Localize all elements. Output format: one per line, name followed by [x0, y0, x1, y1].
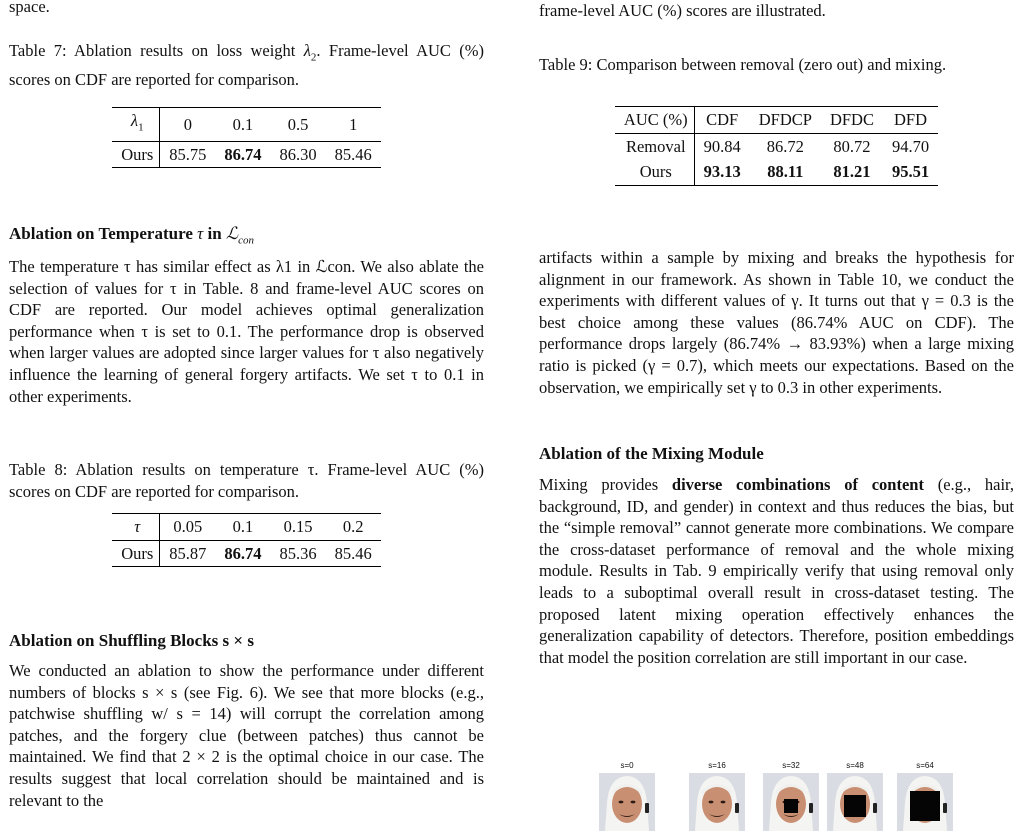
module-para-rest: (e.g., hair, background, ID, and gender) in context and thus reduces the bias, but the “simple removal” cannot generate more combinations. We compare the cross-dataset performance of removal and the whole mixing module. Results in Tab. 9 empirically verify that using removal only leads to a suboptimal overall result in cross-dataset testing. The proposed latent mixing operation effectively enhances the generalization capability of detectors. Therefore, position embeddings that model the position correlation are still important in our case.: [539, 475, 1014, 667]
figure-label: s=48: [846, 761, 864, 770]
table7-cell: 85.46: [326, 141, 381, 168]
face-thumbnail: [689, 773, 745, 831]
table8-cell: 85.46: [326, 540, 381, 567]
table7-header-cell: $\lambda_1$: [112, 108, 160, 142]
table8-header-cell: τ: [112, 514, 160, 541]
table7-header-cell: 0.5: [271, 108, 326, 142]
right-top-fragment: frame-level AUC (%) scores are illustrated.: [539, 1, 826, 20]
table7-cell: 85.75: [160, 141, 216, 168]
table9-cell: 86.72: [750, 133, 821, 159]
shuffling-paragraph: We conducted an ablation to show the performance under different numbers of blocks s × s (see Fig. 6). We see that more blocks (e.g., patchwise shuffling w/ s = 14) will corrupt the correlation among patches, and the forgery clue (between patches) thus cannot be maintained. We find that 2 × 2 is the optimal choice in our case. The results suggest that local correlation should be maintained and is relevant to the: [9, 661, 484, 810]
table9-row-label: Ours: [615, 159, 694, 185]
table7-cell: 86.30: [271, 141, 326, 168]
mixing-paragraph: artifacts within a sample by mixing and breaks the hypothesis for alignment in our framework. As shown in Table 10, we conduct the experiments with different values of γ. It turns out that γ = 0.3 is the best choice among these values (86.74% AUC on CDF). The performance drops largely (86.74% → 83.93%) when a large mixing ratio is picked (γ = 0.7), which meets our expectations. Based on the observation, we empirically set γ to 0.3 in other experiments.: [539, 248, 1014, 397]
mixing-module-heading: Ablation of the Mixing Module: [539, 444, 764, 463]
table7-caption: Table 7: Ablation results on loss weight $\lambda_2$. Frame-level AUC (%) scores on CDF are reported for comparison.: [9, 41, 484, 89]
figure-label: s=0: [620, 761, 634, 770]
table8-caption: Table 8: Ablation results on temperature τ. Frame-level AUC (%) scores on CDF are reported for comparison.: [9, 460, 484, 501]
table7-header-cell: 0: [160, 108, 216, 142]
table8-header-cell: 0.2: [326, 514, 381, 541]
face-thumbnail: [827, 773, 883, 831]
table9-header-cell: DFD: [883, 107, 938, 134]
table8-cell: 85.36: [271, 540, 326, 567]
face-thumbnail: [897, 773, 953, 831]
table9-row-label: Removal: [615, 133, 694, 159]
table9-cell: 80.72: [821, 133, 883, 159]
module-para-start: Mixing provides: [539, 475, 672, 494]
table9-header-cell: DFDC: [821, 107, 883, 134]
table9: [615, 106, 938, 186]
table9-wrap: [539, 106, 1014, 186]
table9-cell-best: 88.11: [750, 159, 821, 185]
table8-header-cell: 0.05: [160, 514, 216, 541]
table9-cell: 94.70: [883, 133, 938, 159]
table9-cell-best: 81.21: [821, 159, 883, 185]
left-top-fragment: space.: [9, 0, 50, 16]
table9-caption: Table 9: Comparison between removal (zero out) and mixing.: [539, 55, 947, 74]
table7-cell-best: 86.74: [215, 141, 270, 168]
temperature-heading: Ablation on Temperature τ in ℒ$_{con}$: [9, 224, 255, 247]
face-thumbnail: [763, 773, 819, 831]
table7-header-cell: 0.1: [215, 108, 270, 142]
figure-label: s=16: [708, 761, 726, 770]
table8-cell-best: 86.74: [215, 540, 270, 567]
mixing-figure: [599, 761, 959, 825]
table7-header-cell: 1: [326, 108, 381, 142]
module-para-bold: diverse combinations of content: [671, 475, 924, 494]
table7: [112, 107, 381, 168]
table9-header-cell: DFDCP: [750, 107, 821, 134]
face-thumbnail: [599, 773, 655, 831]
temperature-paragraph: The temperature τ has similar effect as λ1 in ℒcon. We also ablate the selection of values for τ in Table. 8 and frame-level AUC scores on CDF are reported. Our model achieves optimal generalization performance when τ is set to 0.1. The performance drop is observed when larger values are adopted since larger values for τ also negatively influence the learning of general forgery artifacts. We set τ to 0.1 in other experiments.: [9, 257, 484, 406]
table8-header-cell: 0.1: [215, 514, 270, 541]
figure-label: s=32: [782, 761, 800, 770]
table7-row-label: Ours: [112, 141, 160, 168]
table8-wrap: [9, 513, 484, 567]
table7-wrap: [9, 107, 484, 168]
table9-header-cell: CDF: [694, 107, 750, 134]
table9-cell: 90.84: [694, 133, 750, 159]
table9-header-cell: AUC (%): [615, 107, 694, 134]
table8: [112, 513, 381, 567]
table9-cell-best: 95.51: [883, 159, 938, 185]
table8-cell: 85.87: [160, 540, 216, 567]
mixing-module-paragraph: [539, 474, 1014, 668]
shuffling-heading: Ablation on Shuffling Blocks s × s: [9, 631, 254, 650]
figure-label: s=64: [916, 761, 934, 770]
table9-cell-best: 93.13: [694, 159, 750, 185]
table8-header-cell: 0.15: [271, 514, 326, 541]
table8-row-label: Ours: [112, 540, 160, 567]
